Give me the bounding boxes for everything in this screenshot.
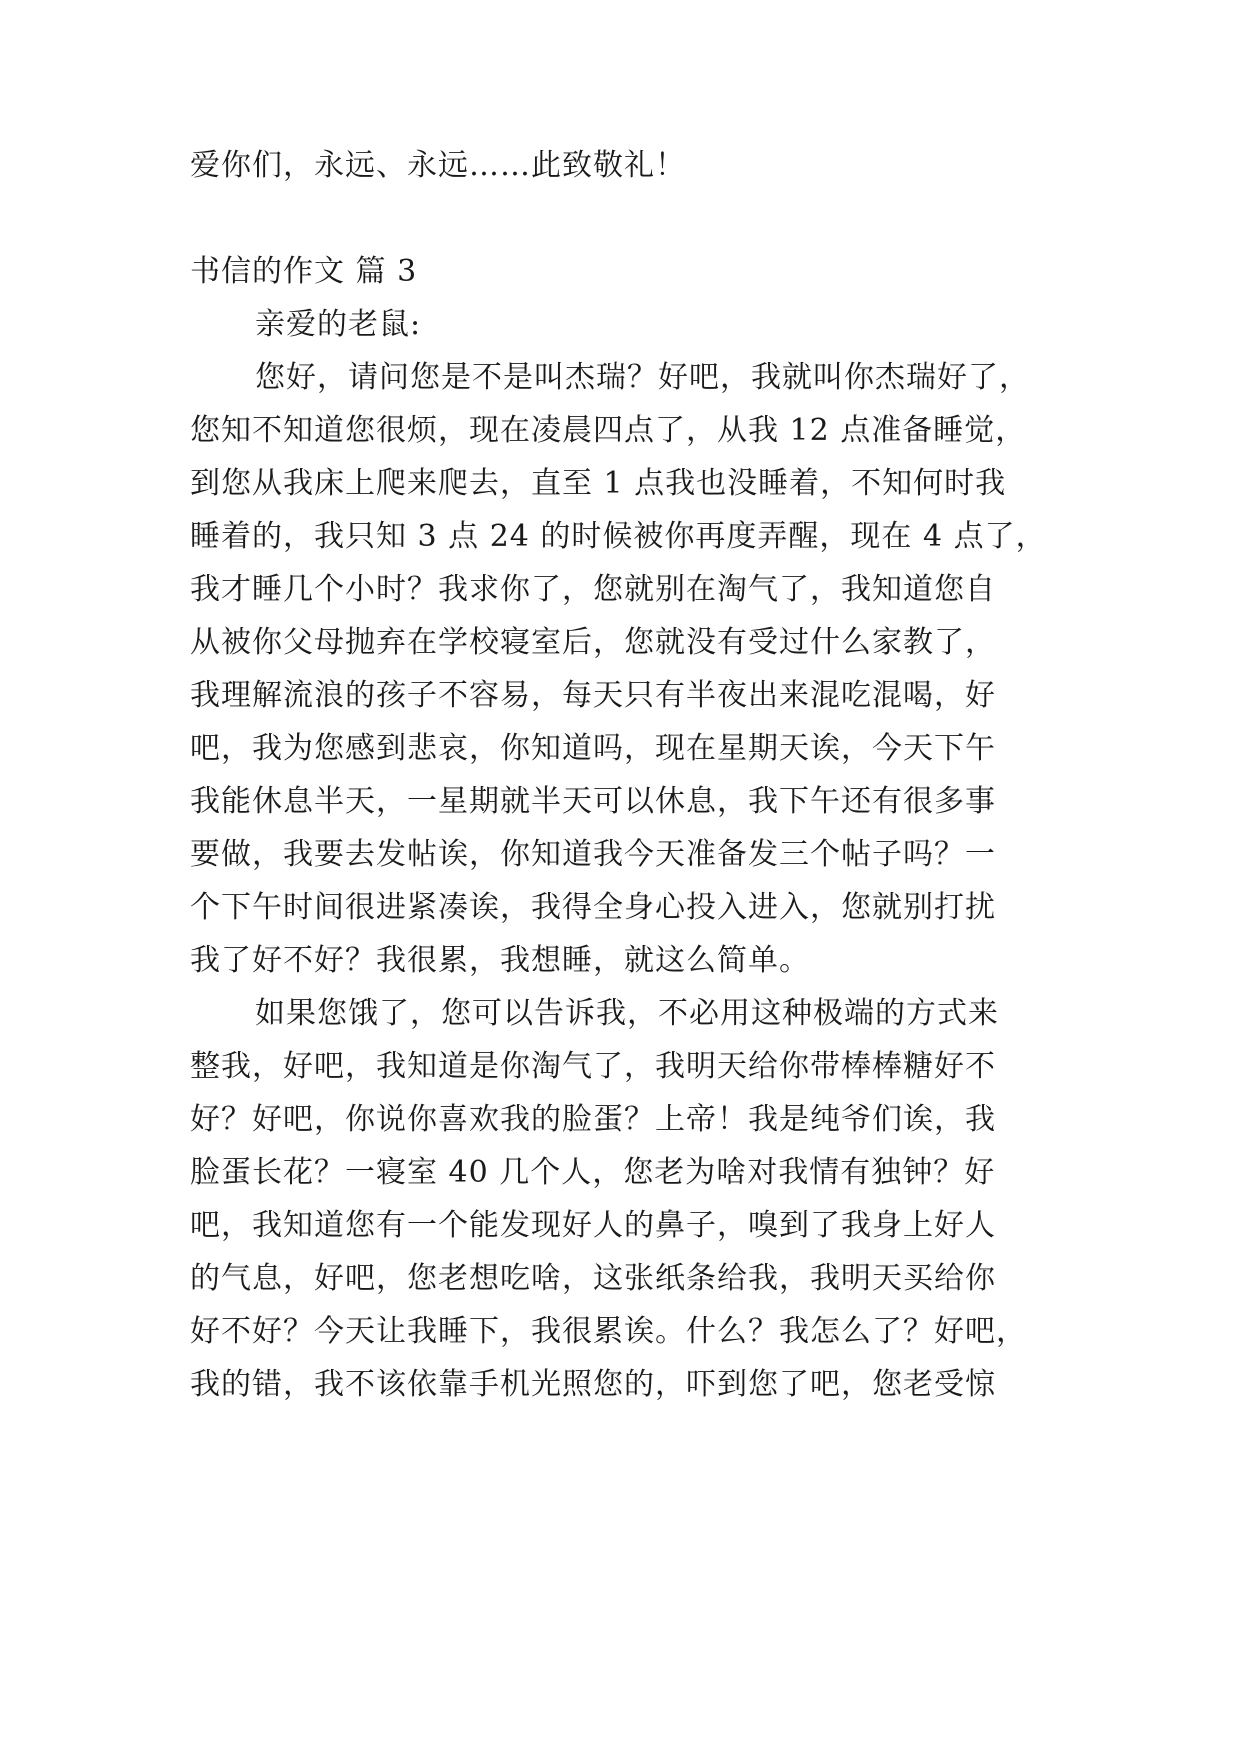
body-line: 从被你父母抛弃在学校寝室后，您就没有受过什么家教了， (190, 625, 996, 660)
body-line: 好？好吧，你说你喜欢我的脸蛋？上帝！我是纯爷们诶，我 (190, 1102, 996, 1137)
body-line: 我的错，我不该依靠手机光照您的，吓到您了吧，您老受惊 (190, 1367, 996, 1402)
body-line: 如果您饿了，您可以告诉我，不必用这种极端的方式来 (255, 996, 999, 1031)
body-line: 的气息，好吧，您老想吃啥，这张纸条给我，我明天买给你 (190, 1261, 996, 1296)
closing-line: 爱你们，永远、永远……此致敬礼！ (190, 148, 686, 183)
body-line: 您知不知道您很烦，现在凌晨四点了，从我 12 点准备睡觉， (190, 413, 1027, 448)
body-line: 我理解流浪的孩子不容易，每天只有半夜出来混吃混喝，好 (190, 678, 996, 713)
body-line: 吧，我为您感到悲哀，你知道吗，现在星期天诶，今天下午 (190, 731, 996, 766)
body-line: 好不好？今天让我睡下，我很累诶。什么？我怎么了？好吧， (190, 1314, 1027, 1349)
body-line: 我了好不好？我很累，我想睡，就这么简单。 (190, 943, 810, 978)
body-line: 个下午时间很进紧凑诶，我得全身心投入进入，您就别打扰 (190, 890, 996, 925)
body-line: 整我，好吧，我知道是你淘气了，我明天给你带棒棒糖好不 (190, 1049, 996, 1084)
body-line: 我能休息半天，一星期就半天可以休息，我下午还有很多事 (190, 784, 996, 819)
body-line: 脸蛋长花？一寝室 40 几个人，您老为啥对我情有独钟？好 (190, 1155, 996, 1190)
body-line: 吧，我知道您有一个能发现好人的鼻子，嗅到了我身上好人 (190, 1208, 996, 1243)
body-line: 要做，我要去发帖诶，你知道我今天准备发三个帖子吗？一 (190, 837, 996, 872)
body-line: 我才睡几个小时？我求你了，您就别在淘气了，我知道您自 (190, 572, 996, 607)
section-heading: 书信的作文 篇 3 (190, 254, 418, 289)
body-line: 到您从我床上爬来爬去，直至 1 点我也没睡着，不知何时我 (190, 466, 1007, 501)
body-line: 您好，请问您是不是叫杰瑞？好吧，我就叫你杰瑞好了， (255, 360, 1030, 395)
salutation: 亲爱的老鼠: (255, 307, 422, 342)
body-line: 睡着的，我只知 3 点 24 的时候被你再度弄醒，现在 4 点了， (190, 519, 1047, 554)
